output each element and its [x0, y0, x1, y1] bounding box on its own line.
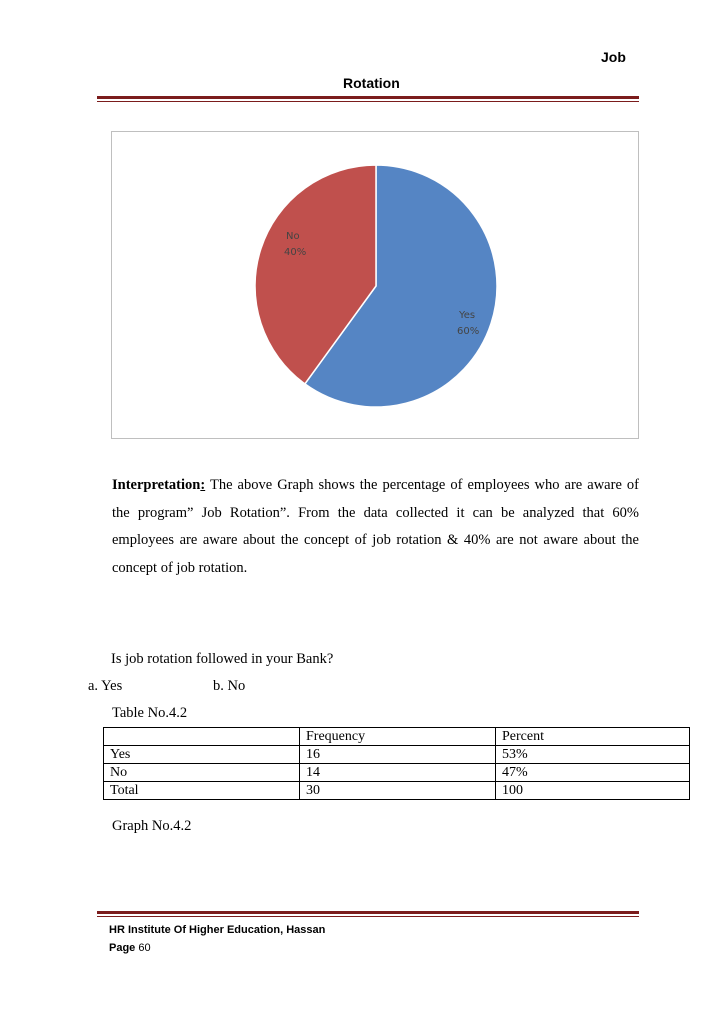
table-caption: Table No.4.2 [112, 705, 188, 721]
pie-percent-no: 40% [284, 247, 307, 258]
footer-institute: HR Institute Of Higher Education, Hassan [109, 924, 326, 936]
pie-label-yes: Yes [459, 310, 476, 321]
header-title-line2: Rotation [343, 75, 400, 91]
pie-chart [111, 131, 639, 439]
option-yes: a. Yes [88, 678, 123, 694]
interpretation-text: The above Graph shows the percentage of employees who are aware of the program” Job Rotation”. From the data collected it can be analyzed that 60% employees are aware about the concept of job rotation & 40% are not aware about the concept of job rotation. [112, 477, 639, 576]
table-cell: 47% [496, 764, 690, 782]
footer-rule [97, 911, 639, 914]
table-cell: 53% [496, 746, 690, 764]
table-row [104, 782, 690, 800]
table-cell: No [104, 764, 300, 782]
interpretation-paragraph [112, 472, 639, 582]
table-cell: 14 [300, 764, 496, 782]
table-header-cell [104, 728, 300, 746]
interpretation-colon: : [200, 477, 206, 493]
table-row [104, 746, 690, 764]
header-rule-thin [97, 101, 639, 102]
pie-label-no: No [286, 231, 300, 242]
table-header-row [104, 728, 690, 746]
table-header-cell: Frequency [300, 728, 496, 746]
interpretation-label: Interpretation [112, 477, 201, 493]
table-row [104, 764, 690, 782]
graph-caption: Graph No.4.2 [112, 818, 192, 834]
question-text: Is job rotation followed in your Bank? [111, 651, 334, 667]
table-cell: Yes [104, 746, 300, 764]
option-no: b. No [213, 678, 246, 694]
footer-rule-thin [97, 916, 639, 917]
footer-page-number: 60 [138, 942, 151, 954]
header-title-line1: Job [601, 49, 626, 65]
table-header-cell: Percent [496, 728, 690, 746]
table-cell: 16 [300, 746, 496, 764]
table-cell: 30 [300, 782, 496, 800]
pie-percent-yes: 60% [457, 326, 480, 337]
footer-page [109, 942, 151, 954]
header-rule [97, 96, 639, 99]
footer-page-label: Page [109, 942, 136, 954]
frequency-table [103, 727, 690, 800]
table-cell: 100 [496, 782, 690, 800]
table-cell: Total [104, 782, 300, 800]
